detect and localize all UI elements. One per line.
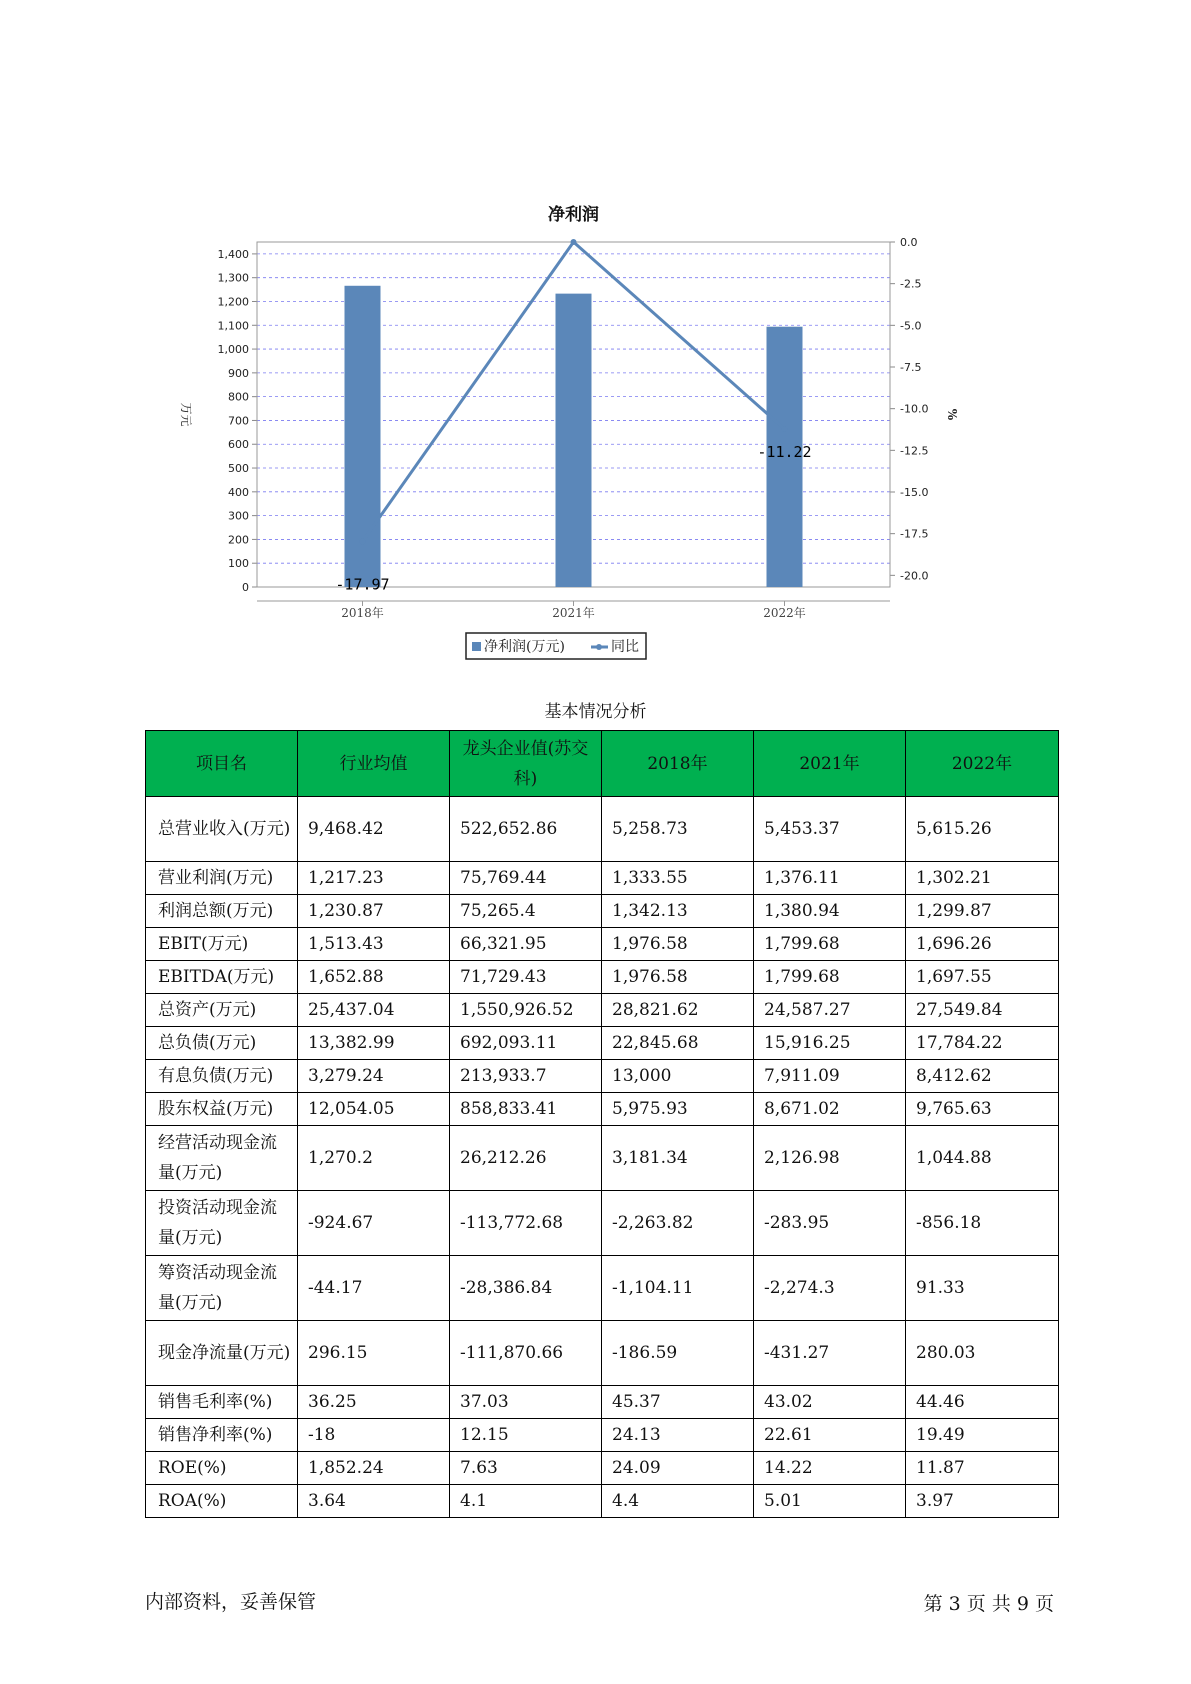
- table-row: [146, 1256, 1059, 1321]
- chart-svg: [170, 190, 1040, 660]
- table-cell: 1,333.55: [602, 862, 754, 895]
- table-cell: 24,587.27: [754, 994, 906, 1027]
- yoy-point-0: [360, 539, 366, 545]
- table-cell: 4.1: [450, 1485, 602, 1518]
- left-tick-label: 300: [228, 509, 249, 523]
- table-cell: -1,104.11: [602, 1256, 754, 1321]
- table-cell: 858,833.41: [450, 1093, 602, 1126]
- table-cell: 75,769.44: [450, 862, 602, 895]
- header-industry-avg: 行业均值: [298, 731, 450, 797]
- row-label: 总营业收入(万元): [146, 797, 298, 862]
- table-cell: 3.64: [298, 1485, 450, 1518]
- table-cell: 37.03: [450, 1386, 602, 1419]
- right-tick-label: -5.0: [900, 319, 922, 333]
- table-row: [146, 1485, 1059, 1518]
- table-cell: 1,976.58: [602, 961, 754, 994]
- table-row: [146, 1452, 1059, 1485]
- table-cell: 15,916.25: [754, 1027, 906, 1060]
- table-cell: 2,126.98: [754, 1126, 906, 1191]
- legend-line-label: 同比: [611, 639, 639, 655]
- table-cell: 27,549.84: [906, 994, 1059, 1027]
- row-label: 经营活动现金流量(万元): [146, 1126, 298, 1191]
- legend-bar-label: 净利润(万元): [484, 639, 565, 655]
- left-tick-label: 800: [228, 390, 249, 404]
- right-tick-label: -10.0: [900, 402, 929, 416]
- table-cell: 36.25: [298, 1386, 450, 1419]
- left-tick-label: 1,300: [217, 271, 249, 285]
- row-label: EBITDA(万元): [146, 961, 298, 994]
- row-label: 总资产(万元): [146, 994, 298, 1027]
- table-cell: 44.46: [906, 1386, 1059, 1419]
- row-label: 筹资活动现金流量(万元): [146, 1256, 298, 1321]
- table-cell: 28,821.62: [602, 994, 754, 1027]
- table-row: [146, 1060, 1059, 1093]
- yoy-point-1: [571, 239, 577, 245]
- row-label: ROA(%): [146, 1485, 298, 1518]
- table-caption: 基本情况分析: [544, 702, 647, 722]
- table-cell: 26,212.26: [450, 1126, 602, 1191]
- table-cell: 1,799.68: [754, 928, 906, 961]
- row-label: 投资活动现金流量(万元): [146, 1191, 298, 1256]
- table-cell: 45.37: [602, 1386, 754, 1419]
- table-body: [146, 797, 1059, 1518]
- row-label: 总负债(万元): [146, 1027, 298, 1060]
- table-cell: -431.27: [754, 1321, 906, 1386]
- left-axis-label: 万元: [179, 402, 193, 427]
- table-cell: 13,382.99: [298, 1027, 450, 1060]
- table-cell: -283.95: [754, 1191, 906, 1256]
- table-cell: 5,453.37: [754, 797, 906, 862]
- table-cell: 280.03: [906, 1321, 1059, 1386]
- table-cell: 3,181.34: [602, 1126, 754, 1191]
- table-cell: -44.17: [298, 1256, 450, 1321]
- row-label: 股东权益(万元): [146, 1093, 298, 1126]
- table-cell: 91.33: [906, 1256, 1059, 1321]
- chart-title: 净利润: [548, 205, 599, 225]
- table-cell: 8,412.62: [906, 1060, 1059, 1093]
- table-cell: 19.49: [906, 1419, 1059, 1452]
- table-cell: 296.15: [298, 1321, 450, 1386]
- table-cell: 1,376.11: [754, 862, 906, 895]
- table-cell: 3.97: [906, 1485, 1059, 1518]
- left-tick-label: 1,000: [217, 343, 249, 357]
- table-cell: -186.59: [602, 1321, 754, 1386]
- yoy-point-2: [782, 426, 788, 432]
- left-tick-label: 600: [228, 438, 249, 452]
- table-cell: 22,845.68: [602, 1027, 754, 1060]
- row-label: 营业利润(万元): [146, 862, 298, 895]
- table-cell: 5,258.73: [602, 797, 754, 862]
- table-cell: 13,000: [602, 1060, 754, 1093]
- table-cell: -2,274.3: [754, 1256, 906, 1321]
- right-tick-label: -17.5: [900, 527, 929, 541]
- table-cell: 17,784.22: [906, 1027, 1059, 1060]
- table-cell: 1,380.94: [754, 895, 906, 928]
- bar-1: [556, 294, 592, 587]
- table-cell: 9,468.42: [298, 797, 450, 862]
- table-cell: 71,729.43: [450, 961, 602, 994]
- row-label: EBIT(万元): [146, 928, 298, 961]
- table-cell: 5.01: [754, 1485, 906, 1518]
- table-cell: 1,550,926.52: [450, 994, 602, 1027]
- table-cell: 1,696.26: [906, 928, 1059, 961]
- table-cell: 8,671.02: [754, 1093, 906, 1126]
- table-cell: -28,386.84: [450, 1256, 602, 1321]
- footer-confidential-note: 内部资料，妥善保管: [145, 1591, 317, 1613]
- left-tick-label: 1,100: [217, 319, 249, 333]
- table-cell: 7.63: [450, 1452, 602, 1485]
- table-cell: 213,933.7: [450, 1060, 602, 1093]
- basic-analysis-table: [145, 730, 1059, 1518]
- table-cell: 1,697.55: [906, 961, 1059, 994]
- table-cell: 12,054.05: [298, 1093, 450, 1126]
- right-tick-label: -20.0: [900, 569, 929, 583]
- right-tick-label: 0.0: [900, 236, 918, 249]
- left-tick-label: 100: [228, 557, 249, 571]
- table-row: [146, 895, 1059, 928]
- row-label: 销售净利率(%): [146, 1419, 298, 1452]
- table-cell: 1,652.88: [298, 961, 450, 994]
- row-label: 有息负债(万元): [146, 1060, 298, 1093]
- legend-bar-swatch: [472, 642, 481, 651]
- right-tick-label: -7.5: [900, 361, 922, 374]
- table-cell: 25,437.04: [298, 994, 450, 1027]
- table-cell: -2,263.82: [602, 1191, 754, 1256]
- table-cell: 22.61: [754, 1419, 906, 1452]
- row-label: 利润总额(万元): [146, 895, 298, 928]
- footer-page-number: 第 3 页 共 9 页: [923, 1593, 1054, 1615]
- table-cell: 1,230.87: [298, 895, 450, 928]
- table-cell: 1,852.24: [298, 1452, 450, 1485]
- table-cell: 43.02: [754, 1386, 906, 1419]
- table-cell: -856.18: [906, 1191, 1059, 1256]
- legend-line-marker: [596, 644, 602, 650]
- right-tick-label: -2.5: [900, 277, 922, 291]
- table-row: [146, 1027, 1059, 1060]
- table-row: [146, 1191, 1059, 1256]
- right-tick-label: -15.0: [900, 486, 929, 499]
- table-cell: 66,321.95: [450, 928, 602, 961]
- right-tick-label: -12.5: [900, 444, 929, 458]
- table-cell: -113,772.68: [450, 1191, 602, 1256]
- x-tick-label: 2022年: [763, 606, 806, 620]
- table-cell: 24.09: [602, 1452, 754, 1485]
- table-cell: 692,093.11: [450, 1027, 602, 1060]
- table-row: [146, 961, 1059, 994]
- table-row: [146, 1419, 1059, 1452]
- left-tick-label: 400: [228, 485, 249, 499]
- table-cell: 1,799.68: [754, 961, 906, 994]
- header-year-2022: 2022年: [906, 731, 1059, 797]
- table-cell: 1,299.87: [906, 895, 1059, 928]
- table-cell: 9,765.63: [906, 1093, 1059, 1126]
- table-cell: -18: [298, 1419, 450, 1452]
- table-cell: 1,217.23: [298, 862, 450, 895]
- header-year-2021: 2021年: [754, 731, 906, 797]
- right-axis-label: %: [945, 408, 959, 421]
- table-cell: 5,975.93: [602, 1093, 754, 1126]
- table-cell: 1,513.43: [298, 928, 450, 961]
- net-profit-chart: [170, 190, 1040, 660]
- left-tick-label: 900: [228, 366, 249, 380]
- row-label: 现金净流量(万元): [146, 1321, 298, 1386]
- left-tick-label: 700: [228, 414, 249, 428]
- table-row: [146, 1321, 1059, 1386]
- yoy-data-label: -17.97: [335, 575, 390, 594]
- row-label: 销售毛利率(%): [146, 1386, 298, 1419]
- x-tick-label: 2021年: [552, 606, 595, 620]
- table-cell: -111,870.66: [450, 1321, 602, 1386]
- table-cell: 1,270.2: [298, 1126, 450, 1191]
- table-cell: 11.87: [906, 1452, 1059, 1485]
- table-row: [146, 928, 1059, 961]
- table-row: [146, 862, 1059, 895]
- left-tick-label: 200: [228, 533, 249, 547]
- table-row: [146, 1093, 1059, 1126]
- table-row: [146, 1386, 1059, 1419]
- table-cell: 522,652.86: [450, 797, 602, 862]
- header-leader-value: 龙头企业值(苏交科): [450, 731, 602, 797]
- x-tick-label: 2018年: [341, 606, 384, 620]
- table-cell: 24.13: [602, 1419, 754, 1452]
- table-cell: 1,976.58: [602, 928, 754, 961]
- left-tick-label: 0: [242, 581, 249, 594]
- table-row: [146, 797, 1059, 862]
- table-cell: -924.67: [298, 1191, 450, 1256]
- left-tick-label: 1,200: [217, 295, 249, 309]
- left-tick-label: 1,400: [217, 247, 249, 261]
- table-cell: 12.15: [450, 1419, 602, 1452]
- table-cell: 5,615.26: [906, 797, 1059, 862]
- table-cell: 1,302.21: [906, 862, 1059, 895]
- table-header-row: [146, 731, 1059, 797]
- table-cell: 7,911.09: [754, 1060, 906, 1093]
- table-cell: 1,342.13: [602, 895, 754, 928]
- table-cell: 1,044.88: [906, 1126, 1059, 1191]
- left-tick-label: 500: [228, 462, 249, 476]
- table-cell: 75,265.4: [450, 895, 602, 928]
- table-row: [146, 1126, 1059, 1191]
- table-cell: 4.4: [602, 1485, 754, 1518]
- yoy-data-label: -11.22: [757, 443, 812, 461]
- header-year-2018: 2018年: [602, 731, 754, 797]
- header-item-name: 项目名: [146, 731, 298, 797]
- table-cell: 3,279.24: [298, 1060, 450, 1093]
- table-cell: 14.22: [754, 1452, 906, 1485]
- row-label: ROE(%): [146, 1452, 298, 1485]
- table-row: [146, 994, 1059, 1027]
